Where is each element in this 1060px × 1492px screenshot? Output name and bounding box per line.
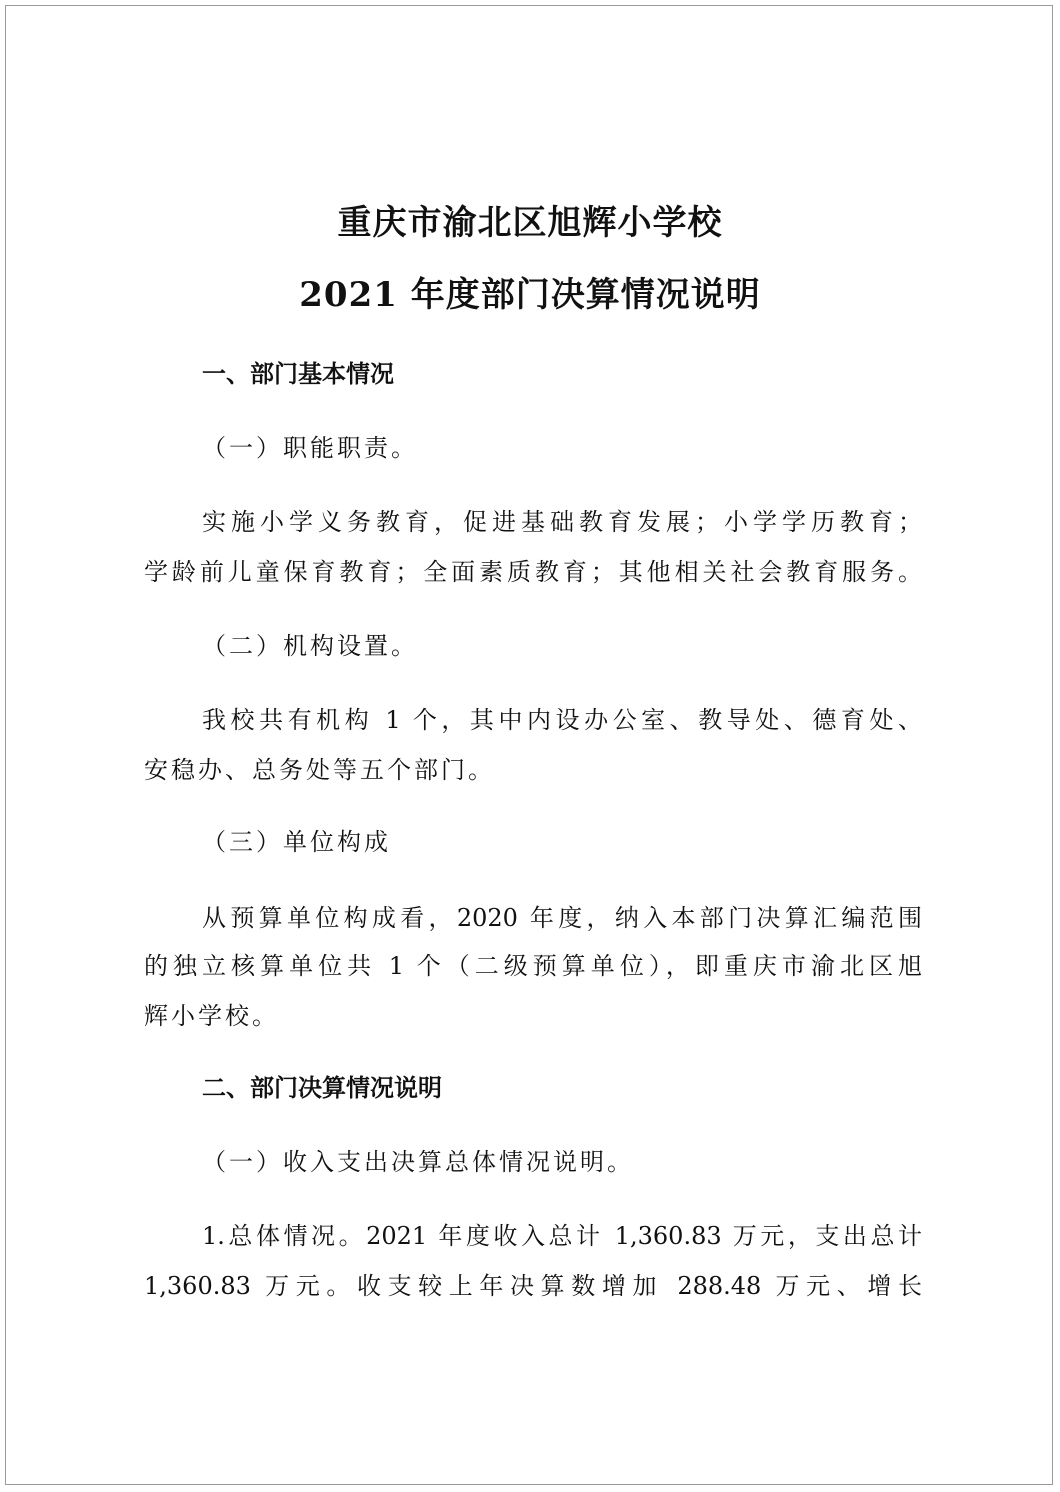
document-page [5, 5, 1053, 1485]
units-text-line: 从预算单位构成看，2020 年度，纳入本部门决算汇编范围 [202, 904, 922, 932]
overview-subheading: （一）收入支出决算总体情况说明。 [202, 1148, 634, 1176]
overview-text-line: 1,360.83 万元。收支较上年决算数增加 288.48 万元、增长 [144, 1272, 922, 1300]
document-title-line1: 重庆市渝北区旭辉小学校 [337, 203, 723, 243]
overview-text-line: 1.总体情况。2021 年度收入总计 1,360.83 万元，支出总计 [202, 1222, 922, 1250]
section1-heading: 一、部门基本情况 [202, 359, 394, 388]
duty-subheading: （一）职能职责。 [202, 434, 418, 462]
section2-heading: 二、部门决算情况说明 [202, 1073, 442, 1102]
org-subheading: （二）机构设置。 [202, 632, 418, 660]
duty-text-line: 学龄前儿童保育教育；全面素质教育；其他相关社会教育服务。 [144, 558, 922, 586]
duty-text-line: 实施小学义务教育，促进基础教育发展；小学学历教育； [202, 508, 922, 536]
units-subheading: （三）单位构成 [202, 828, 391, 856]
org-text-line: 我校共有机构 1 个，其中内设办公室、教导处、德育处、 [202, 706, 922, 734]
units-text-line: 的独立核算单位共 1 个（二级预算单位），即重庆市渝北区旭 [144, 952, 922, 980]
document-title-line2: 2021 年度部门决算情况说明 [299, 275, 761, 315]
units-text-line: 辉小学校。 [144, 1002, 279, 1030]
org-text-line: 安稳办、总务处等五个部门。 [144, 756, 495, 784]
